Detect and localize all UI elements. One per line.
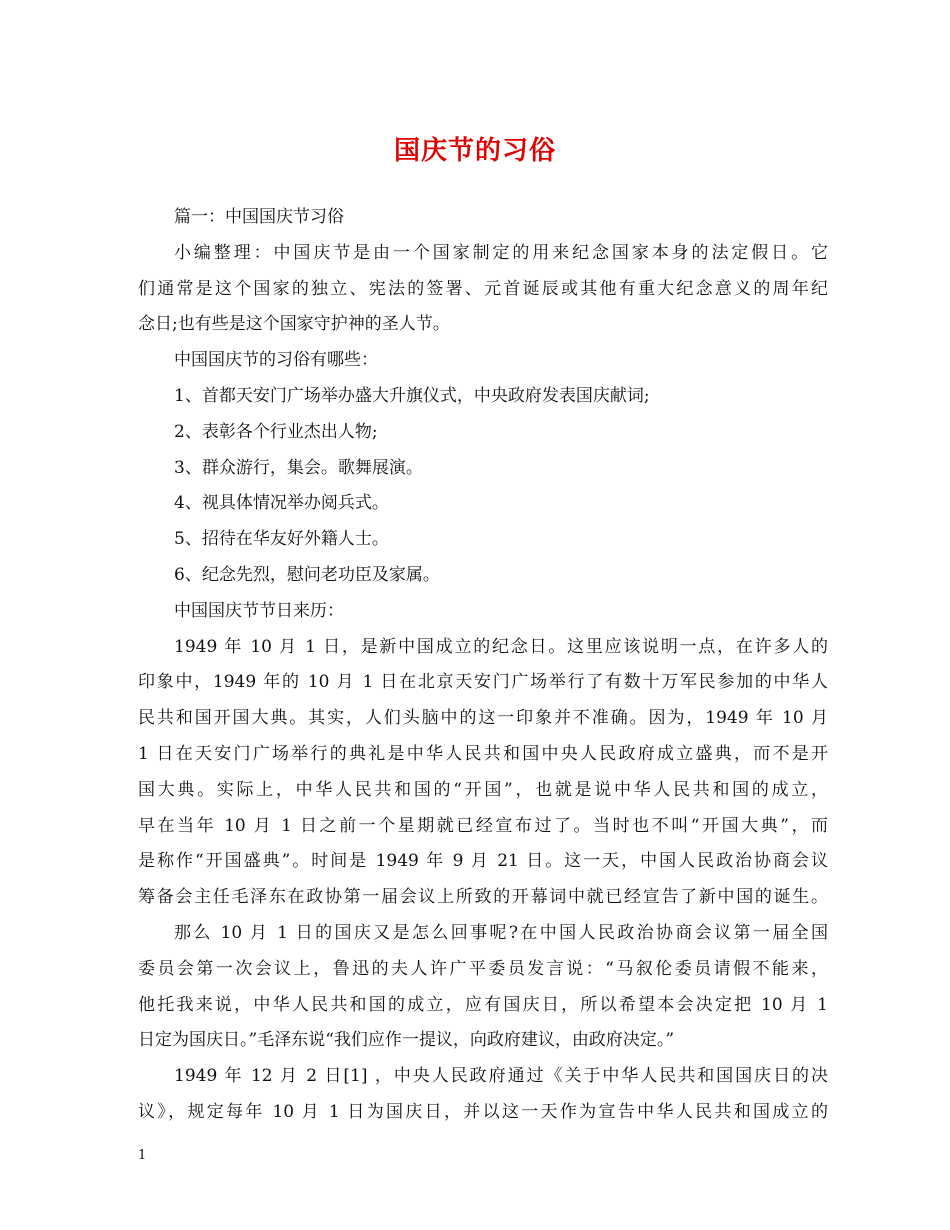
- paragraph-line: 早在当年 10 月 1 日之前一个星期就已经宣布过了。当时也不叫“开国大典”，而: [138, 815, 828, 836]
- paragraph-line: 印象中，1949 年的 10 月 1 日在北京天安门广场举行了有数十万军民参加的中华人: [138, 672, 828, 693]
- list-item: 2、表彰各个行业杰出人物;: [174, 421, 378, 442]
- paragraph-line: 1949 年 12 月 2 日[1] ，中央人民政府通过《关于中华人民共和国国庆日的决: [174, 1066, 828, 1087]
- list-item: 1、首都天安门广场举办盛大升旗仪式，中央政府发表国庆献词;: [174, 385, 650, 406]
- list-item: 6、纪念先烈，慰问老功臣及家属。: [174, 564, 440, 585]
- document-title: 国庆节的习俗: [393, 136, 556, 166]
- paragraph-line: 委员会第一次会议上，鲁迅的夫人许广平委员发言说：“马叙伦委员请假不能来，: [138, 958, 828, 979]
- paragraph-line: 是称作“开国盛典”。时间是 1949 年 9 月 21 日。这一天，中国人民政治协商会议: [138, 851, 828, 872]
- section-heading: 篇一：中国国庆节习俗: [174, 207, 344, 227]
- paragraph-line: 念日;也有些是这个国家守护神的圣人节。: [138, 314, 450, 335]
- list-item: 5、招待在华友好外籍人士。: [174, 529, 389, 550]
- page-number: 1: [138, 1148, 147, 1163]
- document-body: [138, 200, 828, 1131]
- paragraph-line: 他托我来说，中华人民共和国的成立，应有国庆日，所以希望本会决定把 10 月 1: [138, 994, 828, 1015]
- paragraph-line: 那么 10 月 1 日的国庆又是怎么回事呢?在中国人民政治协商会议第一届全国: [174, 922, 828, 943]
- paragraph-line: 国大典。实际上，中华人民共和国的“开国”，也就是说中华人民共和国的成立，: [138, 779, 828, 800]
- paragraph-line: 小编整理：中国庆节是由一个国家制定的用来纪念国家本身的法定假日。它: [174, 242, 828, 263]
- paragraph-line: 中国国庆节的习俗有哪些：: [174, 350, 378, 371]
- paragraph-line: 们通常是这个国家的独立、宪法的签署、元首诞辰或其他有重大纪念意义的周年纪: [138, 278, 828, 299]
- paragraph-line: 民共和国开国大典。其实，人们头脑中的这一印象并不准确。因为，1949 年 10 月: [138, 708, 828, 729]
- paragraph-line: 议》，规定每年 10 月 1 日为国庆日，并以这一天作为宣告中华人民共和国成立的: [138, 1101, 828, 1122]
- list-item: 3、群众游行，集会。歌舞展演。: [174, 457, 423, 478]
- paragraph-line: 1949 年 10 月 1 日，是新中国成立的纪念日。这里应该说明一点，在许多人的: [174, 636, 828, 657]
- list-item: 4、视具体情况举办阅兵式。: [174, 493, 389, 514]
- paragraph-line: 日定为国庆日。”毛泽东说“我们应作一提议，向政府建议，由政府决定。”: [138, 1030, 675, 1051]
- paragraph-line: 1 日在天安门广场举行的典礼是中华人民共和国中央人民政府成立盛典，而不是开: [138, 743, 828, 764]
- paragraph-line: 筹备会主任毛泽东在政协第一届会议上所致的开幕词中就已经宣告了新中国的诞生。: [138, 887, 828, 908]
- paragraph-line: 中国国庆节节日来历：: [174, 600, 344, 621]
